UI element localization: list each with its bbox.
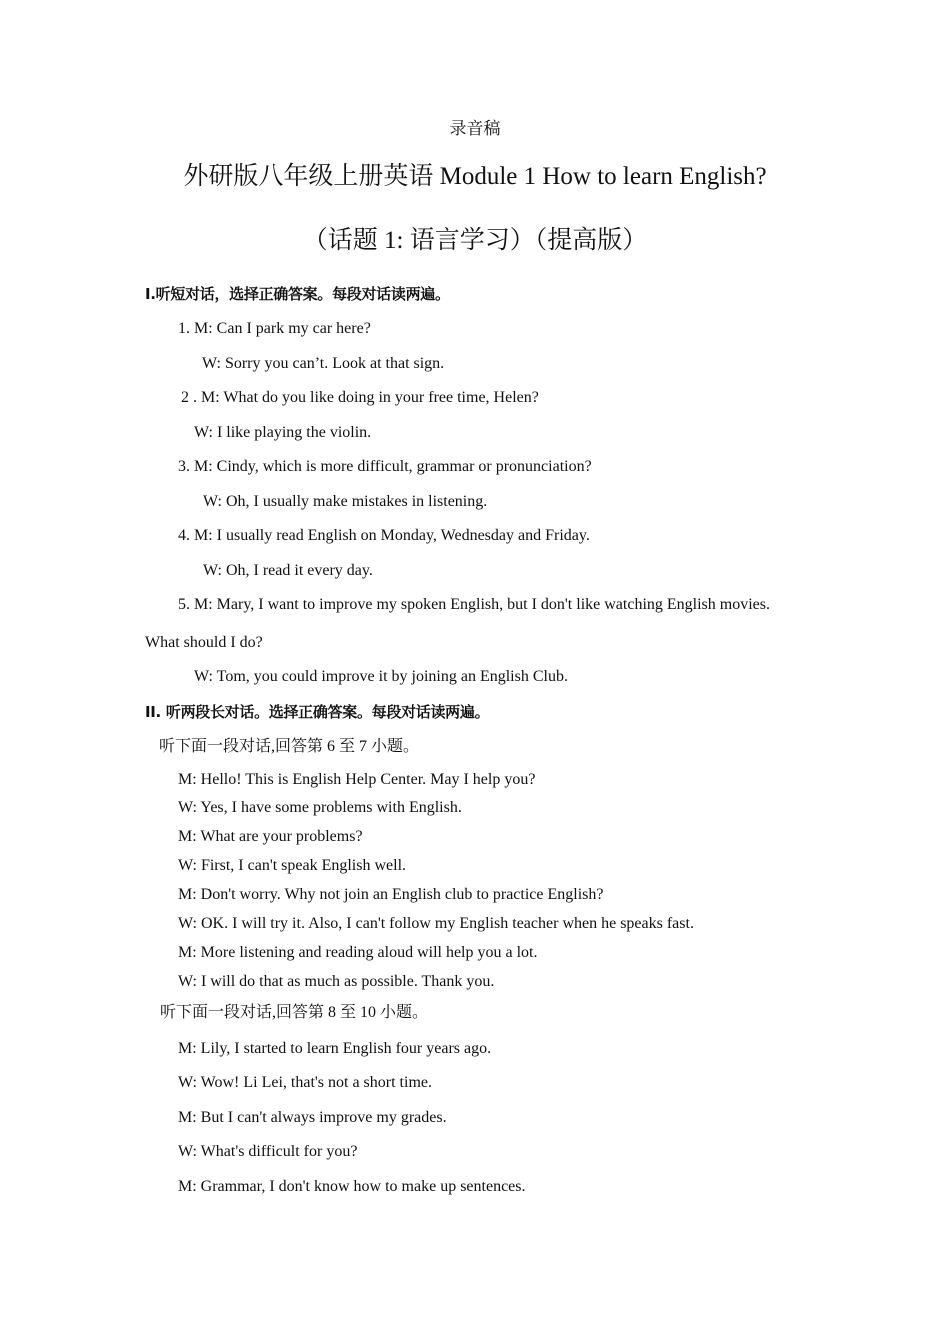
dialog-intro: 听下面一段对话,回答第 6 至 7 小题。 — [159, 738, 420, 755]
dialog-line: M: Lily, I started to learn English four years ago. — [178, 1040, 492, 1057]
section-1-heading: I.听短对话，选择正确答案。每段对话读两遍。 — [145, 285, 450, 303]
dialog-line: 5. M: Mary, I want to improve my spoken English, but I don't like watching English movies. — [178, 596, 770, 613]
section-2-heading: II. 听两段长对话。选择正确答案。每段对话读两遍。 — [145, 703, 490, 721]
dialog-line: W: I will do that as much as possible. Thank you. — [178, 973, 495, 990]
dialog-line: M: More listening and reading aloud will help you a lot. — [178, 944, 538, 961]
document-title: 外研版八年级上册英语 Module 1 How to learn English? — [183, 163, 767, 190]
document-tag: 录音稿 — [449, 119, 501, 138]
dialog-line: W: OK. I will try it. Also, I can't follow my English teacher when he speaks fast. — [178, 915, 694, 932]
dialog-line: 3. M: Cindy, which is more difficult, grammar or pronunciation? — [178, 458, 592, 475]
dialog-line: 4. M: I usually read English on Monday, Wednesday and Friday. — [178, 527, 590, 544]
dialog-line: W: Oh, I read it every day. — [203, 562, 373, 579]
dialog-line: 2 . M: What do you like doing in your free time, Helen? — [181, 389, 539, 406]
dialog-intro: 听下面一段对话,回答第 8 至 10 小题。 — [160, 1004, 429, 1021]
dialog-line: W: Tom, you could improve it by joining an English Club. — [194, 668, 568, 685]
dialog-line: 1. M: Can I park my car here? — [178, 320, 371, 337]
dialog-line: M: But I can't always improve my grades. — [178, 1109, 447, 1126]
dialog-line: W: What's difficult for you? — [178, 1143, 358, 1160]
dialog-line: W: Sorry you can’t. Look at that sign. — [202, 355, 445, 372]
dialog-line: M: Hello! This is English Help Center. May I help you? — [178, 771, 536, 788]
dialog-line: W: Oh, I usually make mistakes in listening. — [203, 493, 488, 510]
dialog-line: W: First, I can't speak English well. — [178, 857, 407, 874]
dialog-line: W: I like playing the violin. — [194, 424, 372, 441]
dialog-line: What should I do? — [145, 634, 263, 651]
dialog-line: M: Grammar, I don't know how to make up sentences. — [178, 1178, 526, 1195]
dialog-line: M: What are your problems? — [178, 828, 363, 845]
dialog-line: W: Yes, I have some problems with English. — [178, 799, 462, 816]
document-subtitle: （话题 1: 语言学习）（提高版） — [302, 227, 648, 254]
dialog-line: W: Wow! Li Lei, that's not a short time. — [178, 1074, 432, 1091]
dialog-line: M: Don't worry. Why not join an English club to practice English? — [178, 886, 604, 903]
